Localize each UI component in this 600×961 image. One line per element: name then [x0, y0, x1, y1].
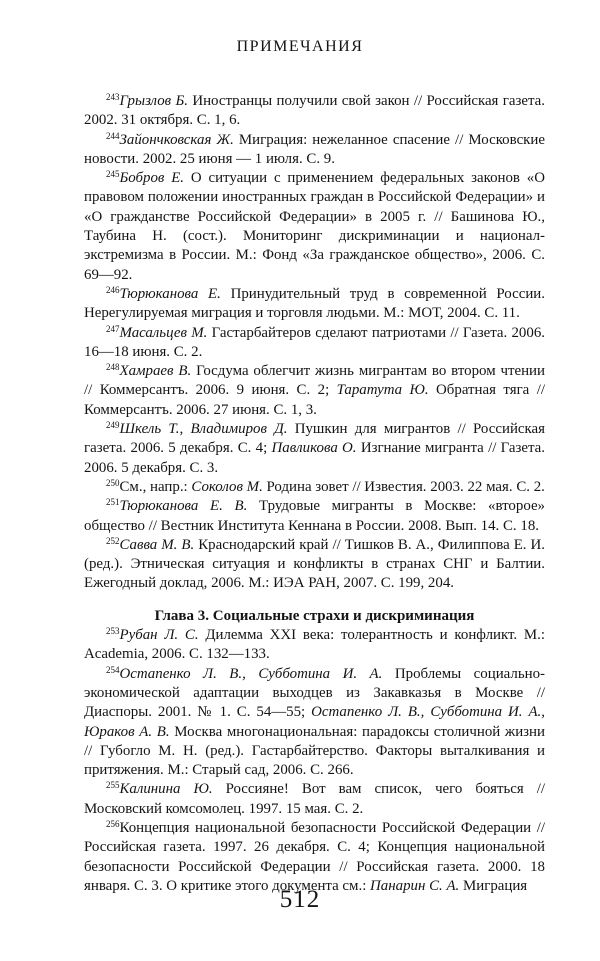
- footnote-author: Савва М. В.: [119, 536, 195, 553]
- footnote-author: Калинина Ю.: [119, 781, 213, 798]
- footnote-author: Бобров Е.: [119, 170, 185, 187]
- footnote-text: Принудительный труд в современной России. Нерегулируемая миграция и торговля людьми. М.: МОТ, 2004. С. 11.: [84, 285, 545, 322]
- footnote-text: Проблемы социально-экономической адаптации выходцев из Закавказья в Москве // Диаспоры. 2001. № 1. С. 54—55;: [84, 665, 545, 721]
- footnote-text: Миграция: нежеланное спасение // Московские новости. 2002. 25 июня — 1 июля. С. 9.: [84, 131, 545, 167]
- footnote-number: 253: [106, 626, 120, 637]
- footnote-text: Дилемма XXI века: толерантность и конфликт. М.: Academia, 2006. С. 132—133.: [84, 627, 545, 663]
- footnote: [84, 362, 545, 420]
- footnote-author: Масальцев М.: [119, 324, 208, 341]
- footnote: [84, 626, 545, 665]
- footnote-text: Россияне! Вот вам список, чего бояться // Московский комсомолец. 1997. 15 мая. С. 2.: [84, 781, 545, 817]
- footnote: [84, 780, 545, 819]
- footnote-text: Концепция национальной безопасности Российской Федерации // Российская газета. 1997. 26 декабря. С. 4; Концепция национальной безопасности Российской Федерации // Российская газета. 2000. 18 января. С. 3. О критике этого документа см.:: [84, 819, 545, 894]
- footnote-text: Иностранцы получили свой закон // Российская газета. 2002. 31 октября. С. 1, 6.: [84, 93, 545, 129]
- footnote-number: 256: [106, 818, 120, 829]
- footnote-author: Зайончковская Ж.: [119, 131, 234, 148]
- footnote-text: О ситуации с применением федеральных законов «О правовом положении иностранных граждан в Российской Федерации» и «О гражданстве Российской Федерации» в 2005 г. // Башинова Ю., Таубина Н. (сост.). Мониторинг дискриминации и национал-экстремизма в России. М.: Фонд «За гражданское общество», 2006. С. 69—92.: [84, 170, 545, 283]
- footnote: [84, 497, 545, 536]
- footnote-author: Таратута Ю.: [329, 382, 429, 399]
- footnote-number: 250: [106, 477, 120, 488]
- footnote-text: Москва многонациональная: парадоксы столичной жизни // Губогло М. Н. (ред.). Гастарбайтерство. Факторы выталкивания и притяжения. М.: Старый сад, 2006. С. 266.: [84, 723, 545, 779]
- footnote-author: Тюрюканова Е.: [119, 285, 221, 302]
- footnote-text: Госдума облегчит жизнь мигрантам во втором чтении // Коммерсантъ. 2006. 9 июня. С. 2;: [84, 363, 545, 399]
- footnote-prefix: См., напр.:: [119, 478, 192, 495]
- footnote-text: Миграция: [459, 877, 528, 894]
- running-header: ПРИМЕЧАНИЯ: [236, 38, 364, 55]
- footnote-number: 249: [106, 420, 120, 431]
- footnote: [84, 536, 545, 594]
- footnote: [84, 285, 545, 324]
- footnote: [84, 324, 545, 363]
- footnote-number: 254: [106, 664, 120, 675]
- footnote-text: Обратная тяга // Коммерсантъ. 2006. 27 июня. С. 1, 3.: [84, 382, 545, 418]
- footnote-text: Пушкин для мигрантов // Российская газета. 2006. 5 декабря. С. 4;: [84, 421, 545, 457]
- footnote-text: Трудовые мигранты в Москве: «второе» общество // Вестник Института Кеннана в России. 2008. Вып. 14. С. 18.: [84, 498, 545, 534]
- page-body: [84, 92, 545, 896]
- footnote-author: Панарин С. А.: [366, 877, 460, 894]
- footnote-number: 255: [106, 780, 120, 791]
- footnote-text: Родина зовет // Известия. 2003. 22 мая. С. 2.: [262, 478, 545, 495]
- footnote-text: Изгнание мигранта // Газета. 2006. 5 декабря. С. 3.: [84, 440, 545, 476]
- footnote-number: 243: [106, 92, 120, 102]
- footnote-number: 246: [106, 284, 120, 295]
- footnote-text: Гастарбайтеров сделают патриотами // Газета. 2006. 16—18 июня. С. 2.: [84, 324, 545, 360]
- footnote: [84, 169, 545, 285]
- footnote-number: 244: [106, 130, 120, 141]
- footnote: [84, 478, 545, 497]
- footnote-author: Тюрюканова Е. В.: [119, 498, 248, 515]
- footnote-author: Шкель Т., Владимиров Д.: [119, 421, 288, 438]
- footnote: [84, 92, 545, 131]
- footnote-author: Остапенко Л. В., Субботина И. А., Юраков А. В.: [84, 704, 546, 740]
- footnote: [84, 665, 545, 781]
- footnote-author: Остапенко Л. В., Субботина И. А.: [119, 665, 383, 682]
- footnote: [84, 420, 545, 478]
- footnote-number: 248: [106, 362, 120, 373]
- footnote-author: Павликова О.: [267, 440, 357, 457]
- footnote-author: Грызлов Б.: [119, 93, 188, 109]
- footnote-number: 252: [106, 535, 120, 546]
- footnote: [84, 131, 545, 170]
- footnote-text: Краснодарский край // Тишков В. А., Филиппова Е. И. (ред.). Этническая ситуация и конфликты в странах СНГ и Балтии. Ежегодный доклад, 2006. М.: ИЭА РАН, 2007. С. 199, 204.: [84, 536, 546, 592]
- footnote-number: 247: [106, 323, 120, 334]
- footnote-author: Рубан Л. С.: [119, 627, 199, 644]
- chapter-heading: Глава 3. Социальные страхи и дискриминация: [154, 607, 475, 624]
- notes-list-a: [84, 92, 545, 594]
- footnote-author: Хамраев В.: [119, 363, 192, 380]
- footnote-author: Соколов М.: [191, 478, 263, 495]
- footnote-number: 251: [106, 497, 120, 508]
- footnote: [84, 819, 545, 896]
- footnote-number: 245: [106, 169, 120, 180]
- notes-list-b: [84, 626, 545, 896]
- page-number: 512: [279, 886, 321, 913]
